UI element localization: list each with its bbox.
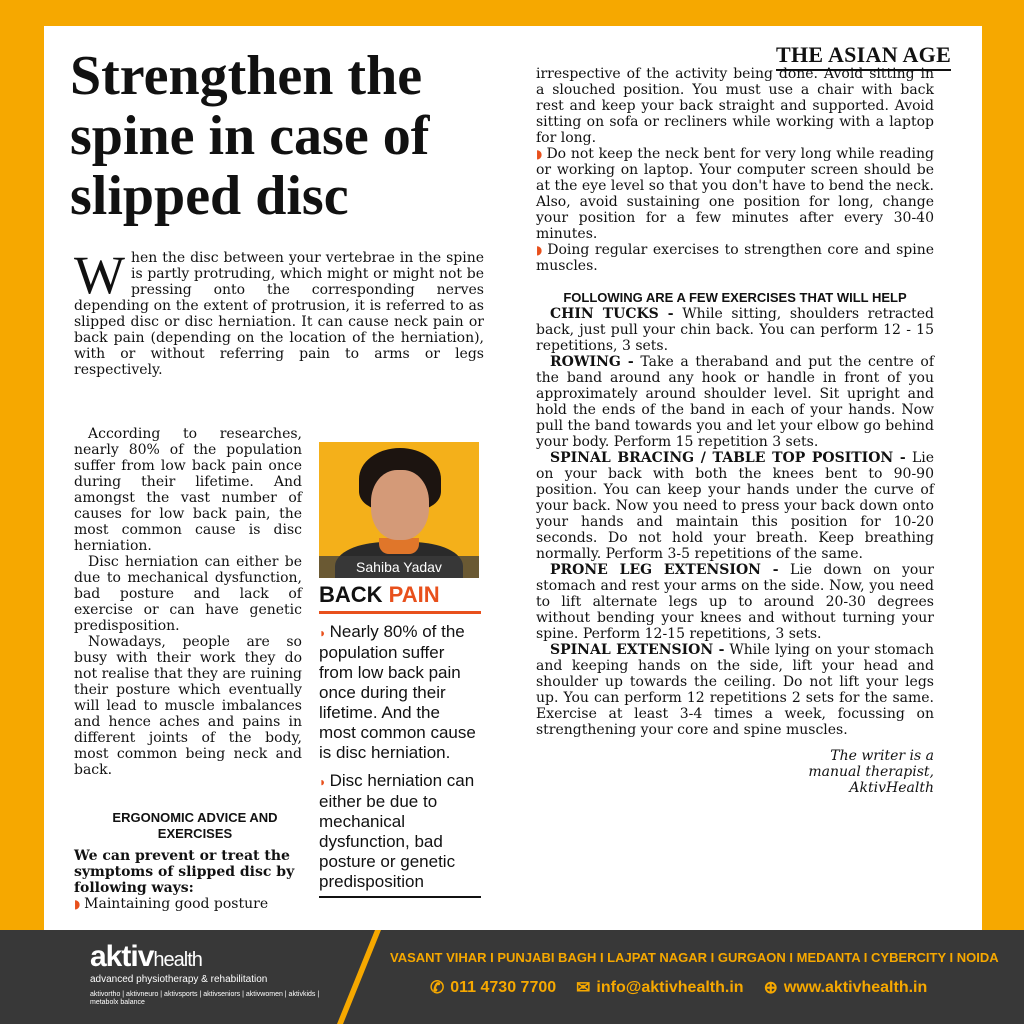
- writer-line: The writer is a: [830, 748, 934, 764]
- exercise-title: SPINAL EXTENSION -: [550, 642, 725, 658]
- exercise-item: [536, 354, 934, 450]
- intro-text: hen the disc between your vertebrae in the spine is partly protruding, which might or might not be pressing onto the corresponding nerves depending on the extent of protrusion, it is referred to as slipped disc or disc herniation. It can cause neck pain or back pain (depending on the location of the herniation), with or without referring pain to arms or legs respectively.: [74, 250, 484, 378]
- exercise-item: [536, 450, 934, 562]
- bullet-icon: ◗: [536, 147, 547, 161]
- exercise-text: While sitting, shoulders retracted back, just pull your chin back. You can perform 12 - 15 repetitions, 3 sets.: [536, 306, 935, 354]
- writer-line: manual therapist,: [808, 764, 934, 780]
- footer-divider: [337, 930, 381, 1024]
- exercise-item: [536, 306, 934, 354]
- advice-item: [536, 146, 934, 242]
- exercise-title: SPINAL BRACING / TABLE TOP POSITION -: [550, 450, 906, 466]
- headline: Strengthen the spine in case of slipped disc: [70, 45, 430, 227]
- exercise-text: Lie on your back with both the knees bent to 90-90 position. You can keep your hands under the curve of your back. Now you need to press your back down onto your hands and maintain this position for 10-20 seconds. Do not hold your breath. Keep breathing normally. Perform 3-5 repetitions of the same.: [536, 450, 935, 562]
- globe-icon: ⊕: [763, 978, 778, 997]
- column-one-narrow: [74, 426, 302, 778]
- exercise-text: Take a theraband and put the centre of the band around any hook or handle in front of you approximately around shoulder level. Sit upright and hold the ends of the band in each of your hands. Now pull the band towards you and let your elbow go behind your body. Perform 15 repetition 3 sets.: [536, 354, 934, 450]
- website-contact[interactable]: [764, 978, 928, 998]
- phone-contact[interactable]: [430, 978, 556, 998]
- column-two: [536, 66, 934, 796]
- phone-icon: ✆: [430, 978, 445, 997]
- sidebar-rule: [319, 896, 481, 898]
- sidebar-title-main: BACK: [319, 582, 389, 607]
- exercise-title: ROWING -: [550, 354, 634, 370]
- sidebar-title: [319, 582, 481, 614]
- writer-line: AktivHealth: [849, 780, 934, 796]
- photo-collar: [379, 538, 419, 554]
- phone-text: 011 4730 7700: [450, 979, 557, 996]
- masthead: THE ASIAN AGE: [776, 42, 951, 71]
- logo-light-text: health: [153, 949, 202, 971]
- photo-face: [371, 470, 429, 540]
- exercise-text: While lying on your stomach and keeping hands on the side, lift your head and shoulder up towards the ceiling. Do not lift your legs up. You can perform 12 repetitions 2 sets for the same. Exercise at least 3-4 times a week, focussing on strengthening your core and spine muscles.: [536, 642, 934, 738]
- bullet-icon: ◗: [74, 897, 85, 911]
- bullet-icon: ◗: [319, 775, 330, 789]
- advice-text: Do not keep the neck bent for very long while reading or working on laptop. Your computer screen should be at the eye level so that you don't have to bend the neck. Also, avoid sustaining one position for long, change your position for a few minutes after every 30-40 minutes.: [536, 146, 935, 242]
- contact-row: [430, 978, 1010, 998]
- locations-list: VASANT VIHAR I PUNJABI BAGH I LAJPAT NAGAR I GURGAON I MEDANTA I CYBERCITY I NOIDA: [390, 950, 999, 965]
- bullet-icon: ◗: [536, 243, 548, 257]
- ergonomic-lead: We can prevent or treat the symptoms of slipped disc by following ways:: [74, 848, 295, 896]
- writer-credit: [536, 748, 934, 796]
- sidebar-item-text: Disc herniation can either be due to mechanical dysfunction, bad posture or genetic predisposition: [319, 771, 475, 891]
- ergonomic-heading: ERGONOMIC ADVICE AND EXERCISES: [112, 810, 278, 841]
- footer-bar: [0, 930, 1024, 1024]
- logo-main-text: aktiv: [90, 940, 154, 973]
- newspaper-clipping: [44, 26, 982, 930]
- exercises-heading: FOLLOWING ARE A FEW EXERCISES THAT WILL HELP: [563, 290, 907, 305]
- exercise-item: [536, 642, 934, 738]
- exercise-text: Lie down on your stomach and rest your arms on the side. Now, you need to lift alternate legs up to around 20-30 degrees without bending your knees and without turning your spine. Perform 12-15 repetitions, 3 sets.: [536, 562, 934, 642]
- paragraph-causes: Disc herniation can either be due to mechanical dysfunction, bad posture and lack of exercise or can have genetic predisposition.: [74, 554, 302, 634]
- ergonomic-item: [74, 896, 316, 912]
- photo-caption: Sahiba Yadav: [319, 556, 479, 578]
- email-text: info@aktivhealth.in: [596, 979, 744, 996]
- ergonomic-item-text: Maintaining good posture: [84, 896, 269, 912]
- aktivhealth-logo[interactable]: [90, 940, 330, 1007]
- email-contact[interactable]: [576, 978, 743, 998]
- posture-continued: irrespective of the activity being done. Avoid sitting in a slouched position. You must use a chair with back rest and keep your back straight and supported. Avoid sitting on sofa or recliners while working with a laptop for long.: [536, 66, 934, 146]
- logo-wordmark: [90, 940, 330, 974]
- exercise-item: [536, 562, 934, 642]
- back-pain-sidebar: [319, 582, 481, 898]
- advice-item: [536, 242, 934, 274]
- website-text: www.aktivhealth.in: [783, 979, 928, 996]
- ergonomic-section: [74, 810, 316, 912]
- paragraph-posture: Nowadays, people are so busy with their work they do not realise that they are ruining their posture which eventually will lead to muscle imbalances and hence aches and pains in different joints of the body, most common being neck and back.: [74, 634, 302, 778]
- exercise-title: CHIN TUCKS -: [550, 306, 674, 322]
- drop-cap: W: [74, 245, 125, 305]
- logo-brands: aktivortho | aktivneuro | aktivsports | aktivseniors | aktivwomen | aktivkids | metabolx balance: [90, 991, 320, 1006]
- sidebar-item-text: Nearly 80% of the population suffer from low back pain once during their lifetime. And the most common cause is disc herniation.: [319, 622, 476, 762]
- advice-text: Doing regular exercises to strengthen core and spine muscles.: [536, 242, 934, 274]
- logo-tagline: advanced physiotherapy & rehabilitation: [90, 974, 268, 985]
- intro-paragraph: [74, 245, 484, 378]
- exercise-title: PRONE LEG EXTENSION -: [550, 562, 779, 578]
- mail-icon: ✉: [576, 978, 591, 997]
- paragraph-research: According to researches, nearly 80% of the population suffer from low back pain once during their lifetime. And amongst the vast number of causes for low back pain, the most common cause is disc herniation.: [74, 426, 302, 554]
- sidebar-title-accent: PAIN: [388, 582, 440, 607]
- bullet-icon: ◗: [319, 626, 330, 640]
- sidebar-item: [319, 771, 481, 892]
- sidebar-item: [319, 622, 481, 763]
